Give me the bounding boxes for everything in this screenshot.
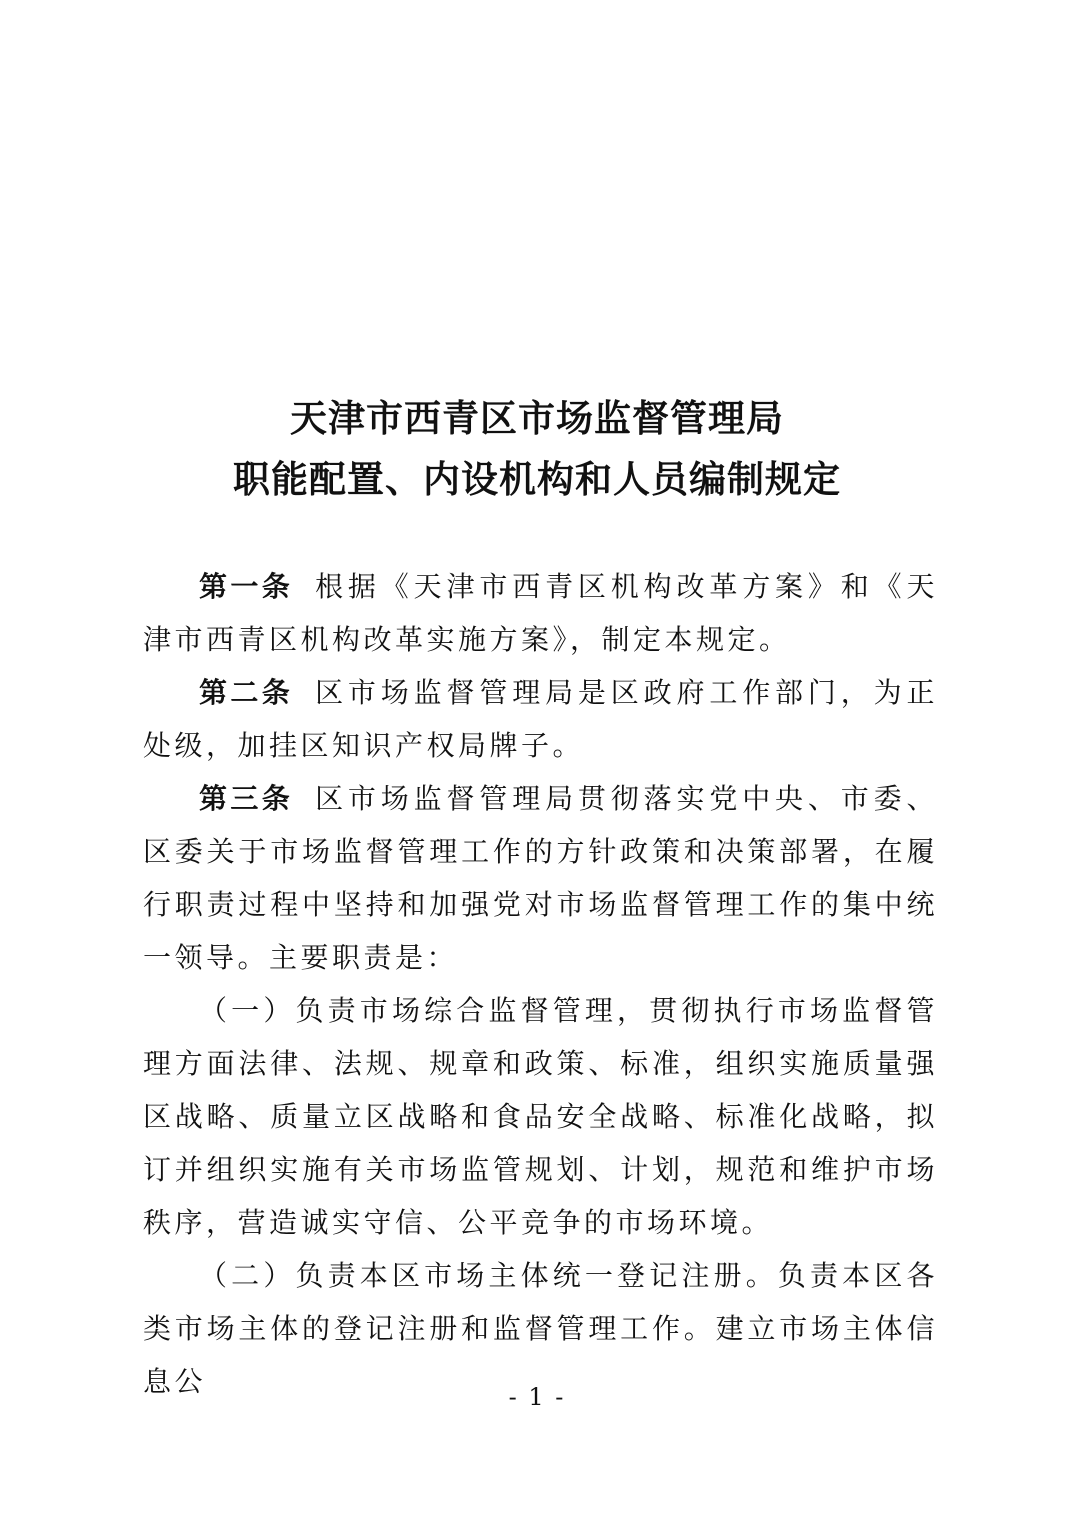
article-2-label: 第二条: [199, 676, 294, 709]
article-1-text: 根据《天津市西青区机构改革方案》和《天津市西青区机构改革实施方案》，制定本规定。: [143, 570, 938, 656]
article-2: [143, 666, 938, 772]
duty-item-2: （二）负责本区市场主体统一登记注册。负责本区各类市场主体的登记注册和监督管理工作。建立市场主体信息公: [143, 1259, 938, 1398]
page-number: - 1 -: [508, 1383, 566, 1411]
article-2-text: 区市场监督管理局是区政府工作部门，为正处级，加挂区知识产权局牌子。: [143, 676, 938, 762]
article-3-text: 区市场监督管理局贯彻落实党中央、市委、区委关于市场监督管理工作的方针政策和决策部署，在履行职责过程中坚持和加强党对市场监督管理工作的集中统一领导。主要职责是：: [143, 782, 938, 974]
document-title-line-2: 职能配置、内设机构和人员编制规定: [233, 457, 841, 501]
article-3: [143, 772, 938, 984]
article-1-label: 第一条: [199, 570, 294, 603]
document-body: [143, 560, 938, 1408]
article-3-label: 第三条: [199, 782, 294, 815]
duty-item-1: （一）负责市场综合监督管理，贯彻执行市场监督管理方面法律、法规、规章和政策、标准，组织实施质量强区战略、质量立区战略和食品安全战略、标准化战略，拟订并组织实施有关市场监管规划、计划，规范和维护市场秩序，营造诚实守信、公平竞争的市场环境。: [143, 994, 938, 1239]
document-title-line-1: 天津市西青区市场监督管理局: [290, 396, 784, 440]
article-1: [143, 560, 938, 666]
